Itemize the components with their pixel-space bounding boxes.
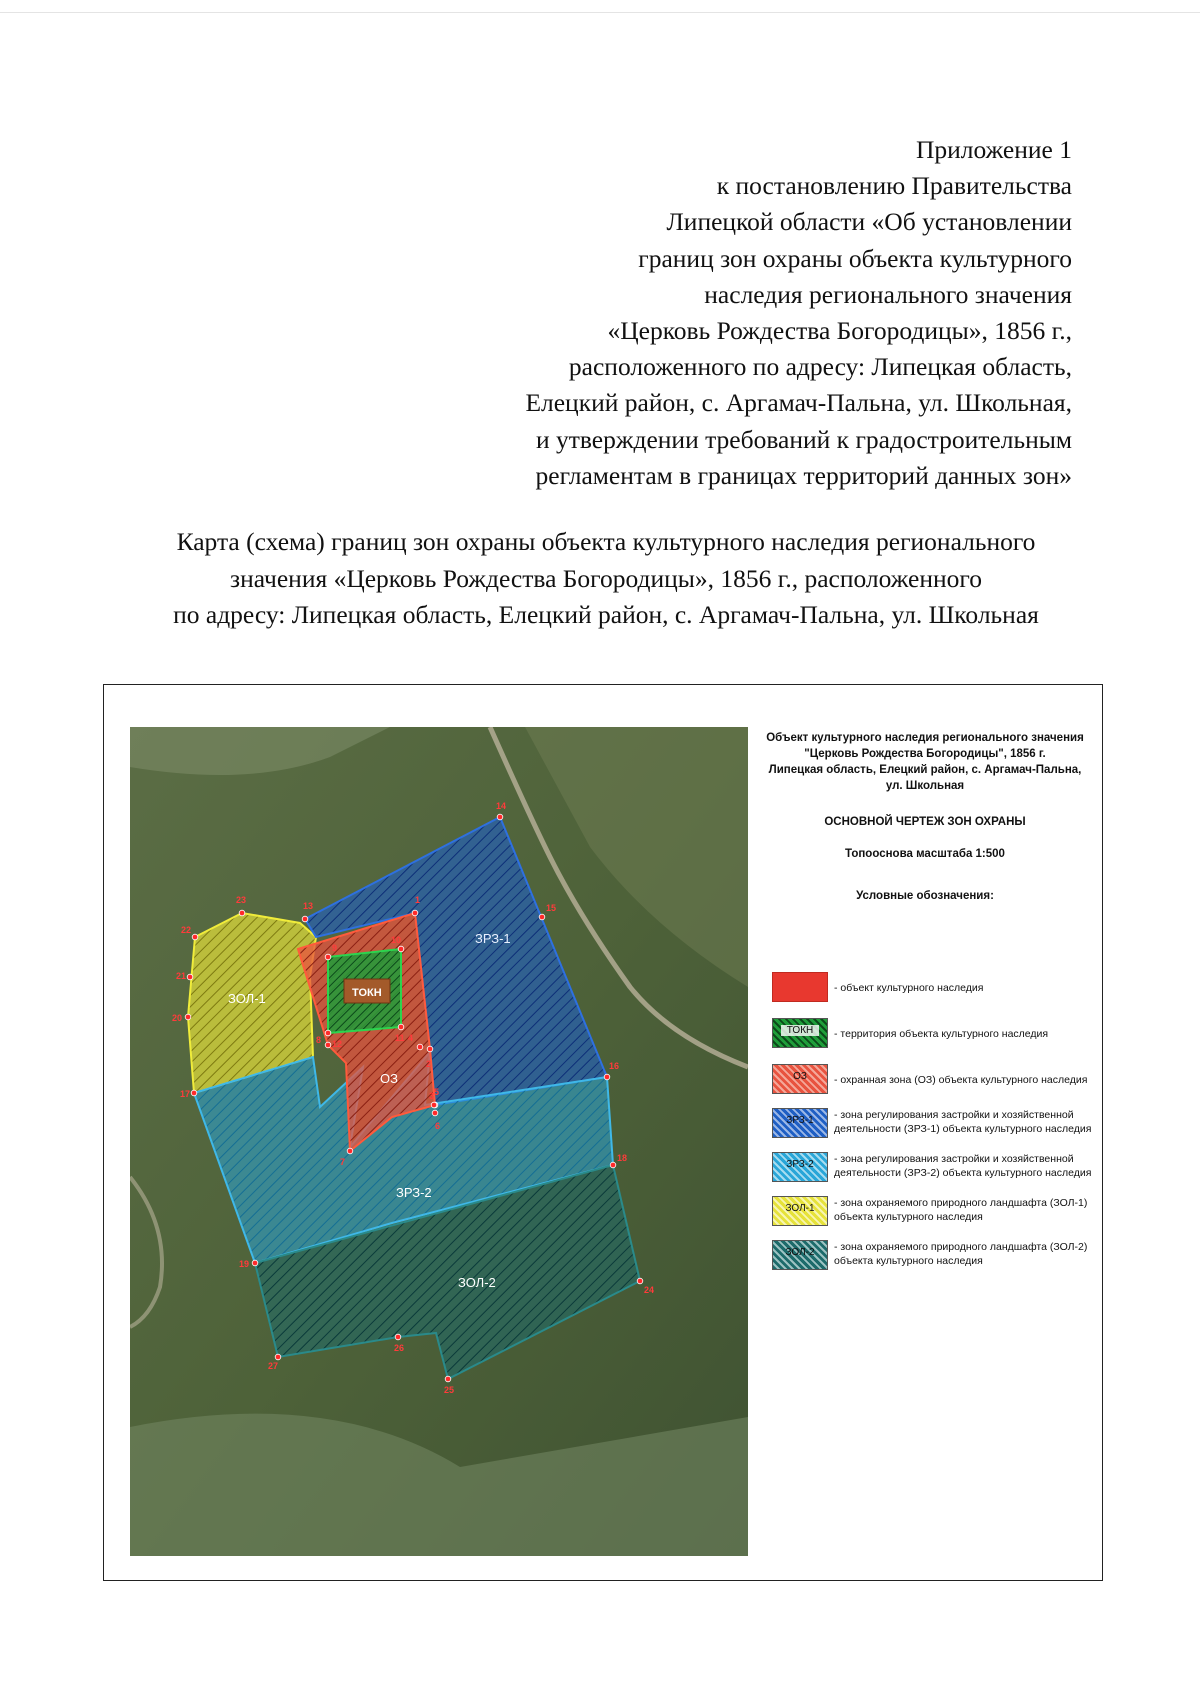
appendix-line: к постановлению Правительства xyxy=(716,171,1072,201)
appendix-line: наследия регионального значения xyxy=(704,279,1072,309)
boundary-point-label: 4 xyxy=(408,1033,414,1043)
boundary-point-label: 15 xyxy=(546,903,557,913)
boundary-point-label: 21 xyxy=(176,971,187,981)
legend-title: Условные обозначения: xyxy=(856,890,994,902)
boundary-point-label: 7 xyxy=(340,1157,346,1167)
legend-swatch xyxy=(772,972,828,1002)
boundary-point-label: 1 xyxy=(415,895,421,905)
boundary-point-label: 24 xyxy=(644,1285,655,1295)
boundary-point-marker xyxy=(395,1334,401,1340)
boundary-point-marker xyxy=(539,914,545,920)
legend-item-text: - охранная зона (ОЗ) объекта культурного наследия xyxy=(834,1074,1088,1086)
document-title xyxy=(100,524,1112,634)
title-line: по адресу: Липецкая область, Елецкий район, с. Аргамач-Пальна, ул. Школьная xyxy=(173,600,1039,629)
boundary-point-label: 19 xyxy=(239,1259,250,1269)
legend-swatch-code: ЗРЗ-2 xyxy=(786,1159,814,1170)
legend-item-text: - зона регулирования застройки и хозяйственной деятельности (ЗРЗ-2) объекта культурного наследия xyxy=(834,1153,1092,1179)
boundary-point-marker xyxy=(325,1042,331,1048)
legend-item-text: - зона регулирования застройки и хозяйственной деятельности (ЗРЗ-1) объекта культурного наследия xyxy=(834,1109,1092,1135)
boundary-point-label: 14 xyxy=(496,801,507,811)
boundary-point-label: 11 xyxy=(395,1033,405,1043)
boundary-point-marker xyxy=(239,910,245,916)
boundary-point-label: 23 xyxy=(236,895,247,905)
legend-swatch-code: ЗРЗ-1 xyxy=(786,1115,814,1126)
boundary-point-marker xyxy=(192,934,198,940)
boundary-point-label: 5 xyxy=(434,1087,440,1097)
title-line: Карта (схема) границ зон охраны объекта культурного наследия регионального xyxy=(176,527,1036,556)
boundary-point-label: 2 xyxy=(426,1059,432,1069)
legend-swatch-code: ОЗ xyxy=(793,1071,807,1082)
appendix-line: и утверждении требований к градостроительным xyxy=(536,424,1072,454)
legend-header-line: Липецкая область, Елецкий район, с. Аргамач-Пальна, xyxy=(768,764,1082,776)
legend-header xyxy=(760,730,1090,794)
drawing-title: ОСНОВНОЙ ЧЕРТЕЖ ЗОН ОХРАНЫ xyxy=(824,816,1026,828)
boundary-point-marker xyxy=(398,1024,404,1030)
legend-swatch xyxy=(772,1108,828,1138)
boundary-point-label: 20 xyxy=(172,1013,183,1023)
scan-top-edge xyxy=(0,12,1200,13)
boundary-point-marker xyxy=(325,1030,331,1036)
zone-label-zrz2: ЗРЗ-2 xyxy=(396,1185,432,1200)
map-legend xyxy=(760,730,1092,1267)
boundary-point-marker xyxy=(252,1260,258,1266)
appendix-line: Приложение 1 xyxy=(916,135,1072,164)
boundary-point-label: 16 xyxy=(609,1061,620,1071)
zone-map-svg xyxy=(130,727,748,1556)
boundary-point-marker xyxy=(185,1014,191,1020)
legend-header-line: "Церковь Рождества Богородицы", 1856 г. xyxy=(804,748,1046,760)
boundary-point-label: 26 xyxy=(394,1343,405,1353)
boundary-point-marker xyxy=(431,1102,437,1108)
appendix-line: Елецкий район, с. Аргамач-Пальна, ул. Школьная, xyxy=(525,388,1072,418)
legend-swatch-code: ЗОЛ-1 xyxy=(785,1203,815,1214)
boundary-point-marker xyxy=(427,1046,433,1052)
boundary-point-marker xyxy=(191,1090,197,1096)
legend-swatch xyxy=(772,1064,828,1094)
appendix-line: расположенного по адресу: Липецкая область, xyxy=(568,352,1072,382)
boundary-point-marker xyxy=(637,1278,643,1284)
boundary-point-marker xyxy=(187,974,193,980)
boundary-point-marker xyxy=(302,916,308,922)
boundary-point-label: 25 xyxy=(444,1385,455,1395)
zone-label-tokn: ТОКН xyxy=(352,987,382,999)
title-line: значения «Церковь Рождества Богородицы», 1856 г., расположенного xyxy=(230,563,982,593)
boundary-point-label: 17 xyxy=(180,1089,191,1099)
boundary-point-marker xyxy=(497,814,503,820)
legend-swatch xyxy=(772,1018,828,1048)
zone-label-zol2: ЗОЛ-2 xyxy=(458,1275,496,1290)
boundary-point-marker xyxy=(445,1376,451,1382)
boundary-point-marker xyxy=(412,910,418,916)
legend-swatch xyxy=(772,1196,828,1226)
boundary-point-marker xyxy=(275,1354,281,1360)
boundary-point-label: 8 xyxy=(316,1035,322,1045)
zone-label-zrz1: ЗРЗ-1 xyxy=(475,931,511,946)
boundary-point-label: 13 xyxy=(303,901,314,911)
boundary-point-marker xyxy=(347,1148,353,1154)
boundary-point-label: 9 xyxy=(332,943,338,953)
map-scale: Топооснова масштаба 1:500 xyxy=(845,848,1005,860)
legend-item-text: - территория объекта культурного наследия xyxy=(834,1028,1049,1040)
legend-header-line: Объект культурного наследия регионального значения xyxy=(766,732,1084,744)
zone-label-zol1: ЗОЛ-1 xyxy=(228,991,266,1006)
legend-item-text: - зона охраняемого природного ландшафта (ЗОЛ-1) объекта культурного наследия xyxy=(834,1197,1088,1223)
legend-header-line: ул. Школьная xyxy=(885,780,965,792)
zone-label-oz: ОЗ xyxy=(380,1071,398,1086)
boundary-point-marker xyxy=(604,1074,610,1080)
legend-swatch xyxy=(772,1152,828,1182)
appendix-line: Липецкой области «Об установлении xyxy=(666,207,1072,237)
boundary-point-label: 12 xyxy=(332,1039,343,1049)
appendix-line: регламентам в границах территорий данных зон» xyxy=(535,460,1072,490)
legend-swatch xyxy=(772,1240,828,1270)
legend-item-text: - зона охраняемого природного ландшафта (ЗОЛ-2) объекта культурного наследия xyxy=(834,1241,1088,1267)
boundary-point-marker xyxy=(325,954,331,960)
legend-swatch-code: ЗОЛ-2 xyxy=(785,1247,815,1258)
legend-swatch-code: ТОКН xyxy=(781,1025,819,1036)
legend-item-text: - объект культурного наследия xyxy=(834,982,984,994)
boundary-point-label: 27 xyxy=(268,1361,279,1371)
appendix-line: границ зон охраны объекта культурного xyxy=(638,243,1072,273)
boundary-point-marker xyxy=(610,1162,616,1168)
boundary-point-label: 18 xyxy=(617,1153,628,1163)
appendix-line: «Церковь Рождества Богородицы», 1856 г., xyxy=(607,316,1072,346)
boundary-point-label: 6 xyxy=(435,1121,441,1131)
map-image xyxy=(130,727,748,1556)
boundary-point-label: 22 xyxy=(181,925,192,935)
boundary-point-marker xyxy=(417,1044,423,1050)
boundary-point-label: 10 xyxy=(391,935,402,945)
boundary-point-label: 3 xyxy=(429,1091,435,1101)
boundary-point-marker xyxy=(398,946,404,952)
boundary-point-marker xyxy=(432,1110,438,1116)
appendix-header xyxy=(372,132,1072,494)
